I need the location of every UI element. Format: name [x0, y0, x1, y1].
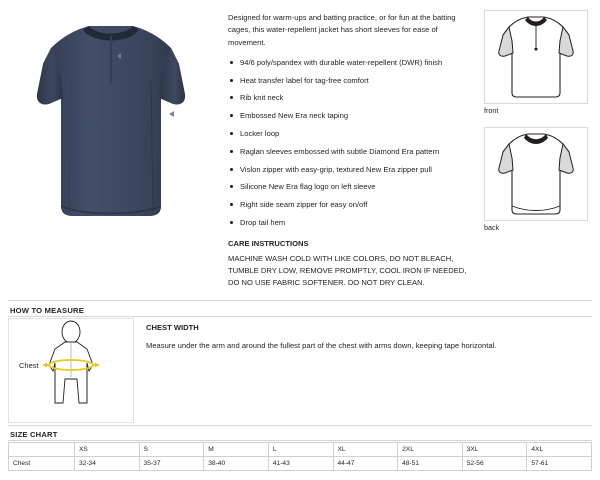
front-view-icon [485, 11, 587, 103]
feature-item: Drop tail hem [228, 217, 472, 229]
feature-item: Heat transfer label for tag-free comfort [228, 75, 472, 87]
how-to-measure-title: HOW TO MEASURE [10, 306, 84, 315]
divider-sizechart-top [8, 425, 592, 426]
table-col-2xl: 2XL [398, 443, 463, 457]
size-chart-table [8, 442, 592, 471]
cell-chest-l: 41-43 [268, 457, 333, 471]
divider-measure [8, 316, 592, 317]
back-view-icon [485, 128, 587, 220]
table-col-3xl: 3XL [462, 443, 527, 457]
feature-item: Rib knit neck [228, 92, 472, 104]
measure-figure [8, 318, 134, 423]
measure-body: Measure under the arm and around the fullest part of the chest with arms down, keeping tape horizontal. [146, 340, 497, 350]
table-col-xl: XL [333, 443, 398, 457]
feature-item: Silicone New Era flag logo on left sleeve [228, 181, 472, 193]
measure-instructions [134, 318, 506, 428]
feature-item: Locker loop [228, 128, 472, 140]
cell-chest-2xl: 48-51 [398, 457, 463, 471]
care-instructions-title: CARE INSTRUCTIONS [228, 239, 309, 249]
technical-drawing-column [480, 8, 600, 297]
jacket-photo-illustration [11, 10, 211, 235]
cell-chest-xl: 44-47 [333, 457, 398, 471]
measure-heading: CHEST WIDTH [146, 323, 199, 332]
divider-top [8, 300, 592, 301]
row-label-chest: Chest [9, 457, 75, 471]
size-chart-title: SIZE CHART [10, 430, 58, 439]
table-col-l: L [268, 443, 333, 457]
back-view-label: back [484, 223, 500, 232]
chest-measure-diagram [9, 319, 133, 422]
feature-item: Right side seam zipper for easy on/off [228, 199, 472, 211]
product-intro: Designed for warm-ups and batting practice, or for fun at the batting cages, this water-repellent jacket has short sleeves for ease of movement. [228, 13, 456, 47]
table-col-xs: XS [75, 443, 140, 457]
divider-sizechart-bottom [8, 440, 592, 441]
chest-caption-text: Chest [19, 361, 39, 370]
care-instructions-text: MACHINE WASH COLD WITH LIKE COLORS, DO NOT BLEACH, TUMBLE DRY LOW, REMOVE PROMPTLY, COOL IRON IF NEEDED, DO NO USE FABRIC SOFTENER. DO NOT DRY CLEAN. [228, 253, 467, 288]
feature-item: Vislon zipper with easy-grip, textured New Era zipper pull [228, 164, 472, 176]
table-header-row [9, 443, 592, 457]
table-col-m: M [204, 443, 269, 457]
cell-chest-4xl: 57-61 [527, 457, 592, 471]
cell-chest-3xl: 52-56 [462, 457, 527, 471]
table-corner-cell [9, 443, 75, 457]
table-col-s: S [139, 443, 204, 457]
feature-item: Embossed New Era neck taping [228, 110, 472, 122]
product-photo-column [0, 8, 222, 297]
feature-item: Raglan sleeves embossed with subtle Diamond Era pattern [228, 146, 472, 158]
front-view-box [484, 10, 588, 104]
cell-chest-m: 38-40 [204, 457, 269, 471]
feature-list [228, 57, 472, 229]
how-to-measure-section [0, 318, 600, 428]
table-row [9, 457, 592, 471]
feature-item: 94/6 poly/spandex with durable water-repellent (DWR) finish [228, 57, 472, 69]
cell-chest-xs: 32-34 [75, 457, 140, 471]
table-col-4xl: 4XL [527, 443, 592, 457]
description-column [222, 8, 480, 297]
product-photo [11, 10, 211, 235]
cell-chest-s: 35-37 [139, 457, 204, 471]
front-view-label: front [484, 106, 499, 115]
back-view-box [484, 127, 588, 221]
